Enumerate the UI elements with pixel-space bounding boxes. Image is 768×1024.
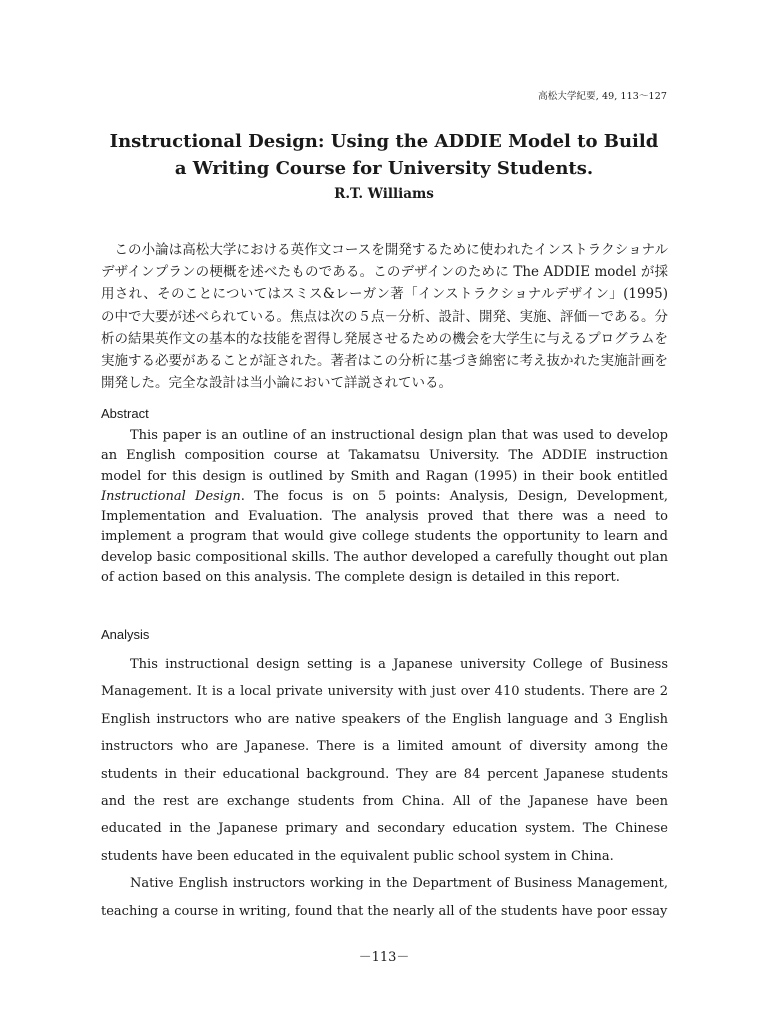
abstract-heading: Abstract [101,406,149,421]
analysis-paragraph-2: Native English instructors working in the Department of Business Management, teaching a course in writing, found that the nearly all of the students have poor essay [101,876,668,919]
abstract-paragraph [101,426,668,588]
author-name: R.T. Williams [334,186,434,202]
journal-citation: 高松大学紀要, 49, 113〜127 [538,91,667,102]
analysis-body [101,651,668,925]
article-title-line-2: a Writing Course for University Students. [174,158,594,179]
abstract-text-part-1: This paper is an outline of an instructional design plan that was used to develop an English composition course at Takamatsu University. The ADDIE instruction model for this design is outlined by Smith and Ragan (1995) in their book entitled [101,428,668,484]
analysis-heading: Analysis [101,627,150,642]
page-number: －113－ [358,950,410,965]
japanese-abstract: この小論は高松大学における英作文コースを開発するために使われたインストラクショナルデザインプランの梗概を述べたものである。このデザインのために The ADDIE model が採用され、そのことについてはスミス&レーガン著「インストラクショナルデザイン」(1995) の中で大要が述べられている。焦点は次の５点－分析、設計、開発、実施、評価－である。分析の結果英作文の基本的な技能を習得し発展させるための機会を大学生に与えるプログラムを実施する必要があることが証された。著者はこの分析に基づき綿密に考え抜かれた実施計画を開発した。完全な設計は当小論において詳説されている。 [101,242,668,392]
abstract-text-part-2: . The focus is on 5 points: Analysis, Design, Development, Implementation and Evaluation. The analysis proved that there was a need to implement a program that would give college students the opportunity to learn and develop basic compositional skills. The author developed a carefully thought out plan of action based on this analysis. The complete design is detailed in this report. [101,488,668,586]
article-title [0,128,768,182]
article-title-line-1: Instructional Design: Using the ADDIE Model to Build [109,131,659,152]
analysis-paragraph-1: This instructional design setting is a Japanese university College of Business Management. It is a local private university with just over 410 students. There are 2 English instructors who are native speakers of the English language and 3 English instructors who are Japanese. There is a limited amount of diversity among the students in their educational background. They are 84 percent Japanese students and the rest are exchange students from China. All of the Japanese have been educated in the Japanese primary and secondary education system. The Chinese students have been educated in the equivalent public school system in China. [101,657,668,864]
book-title: Instructional Design [101,488,241,504]
